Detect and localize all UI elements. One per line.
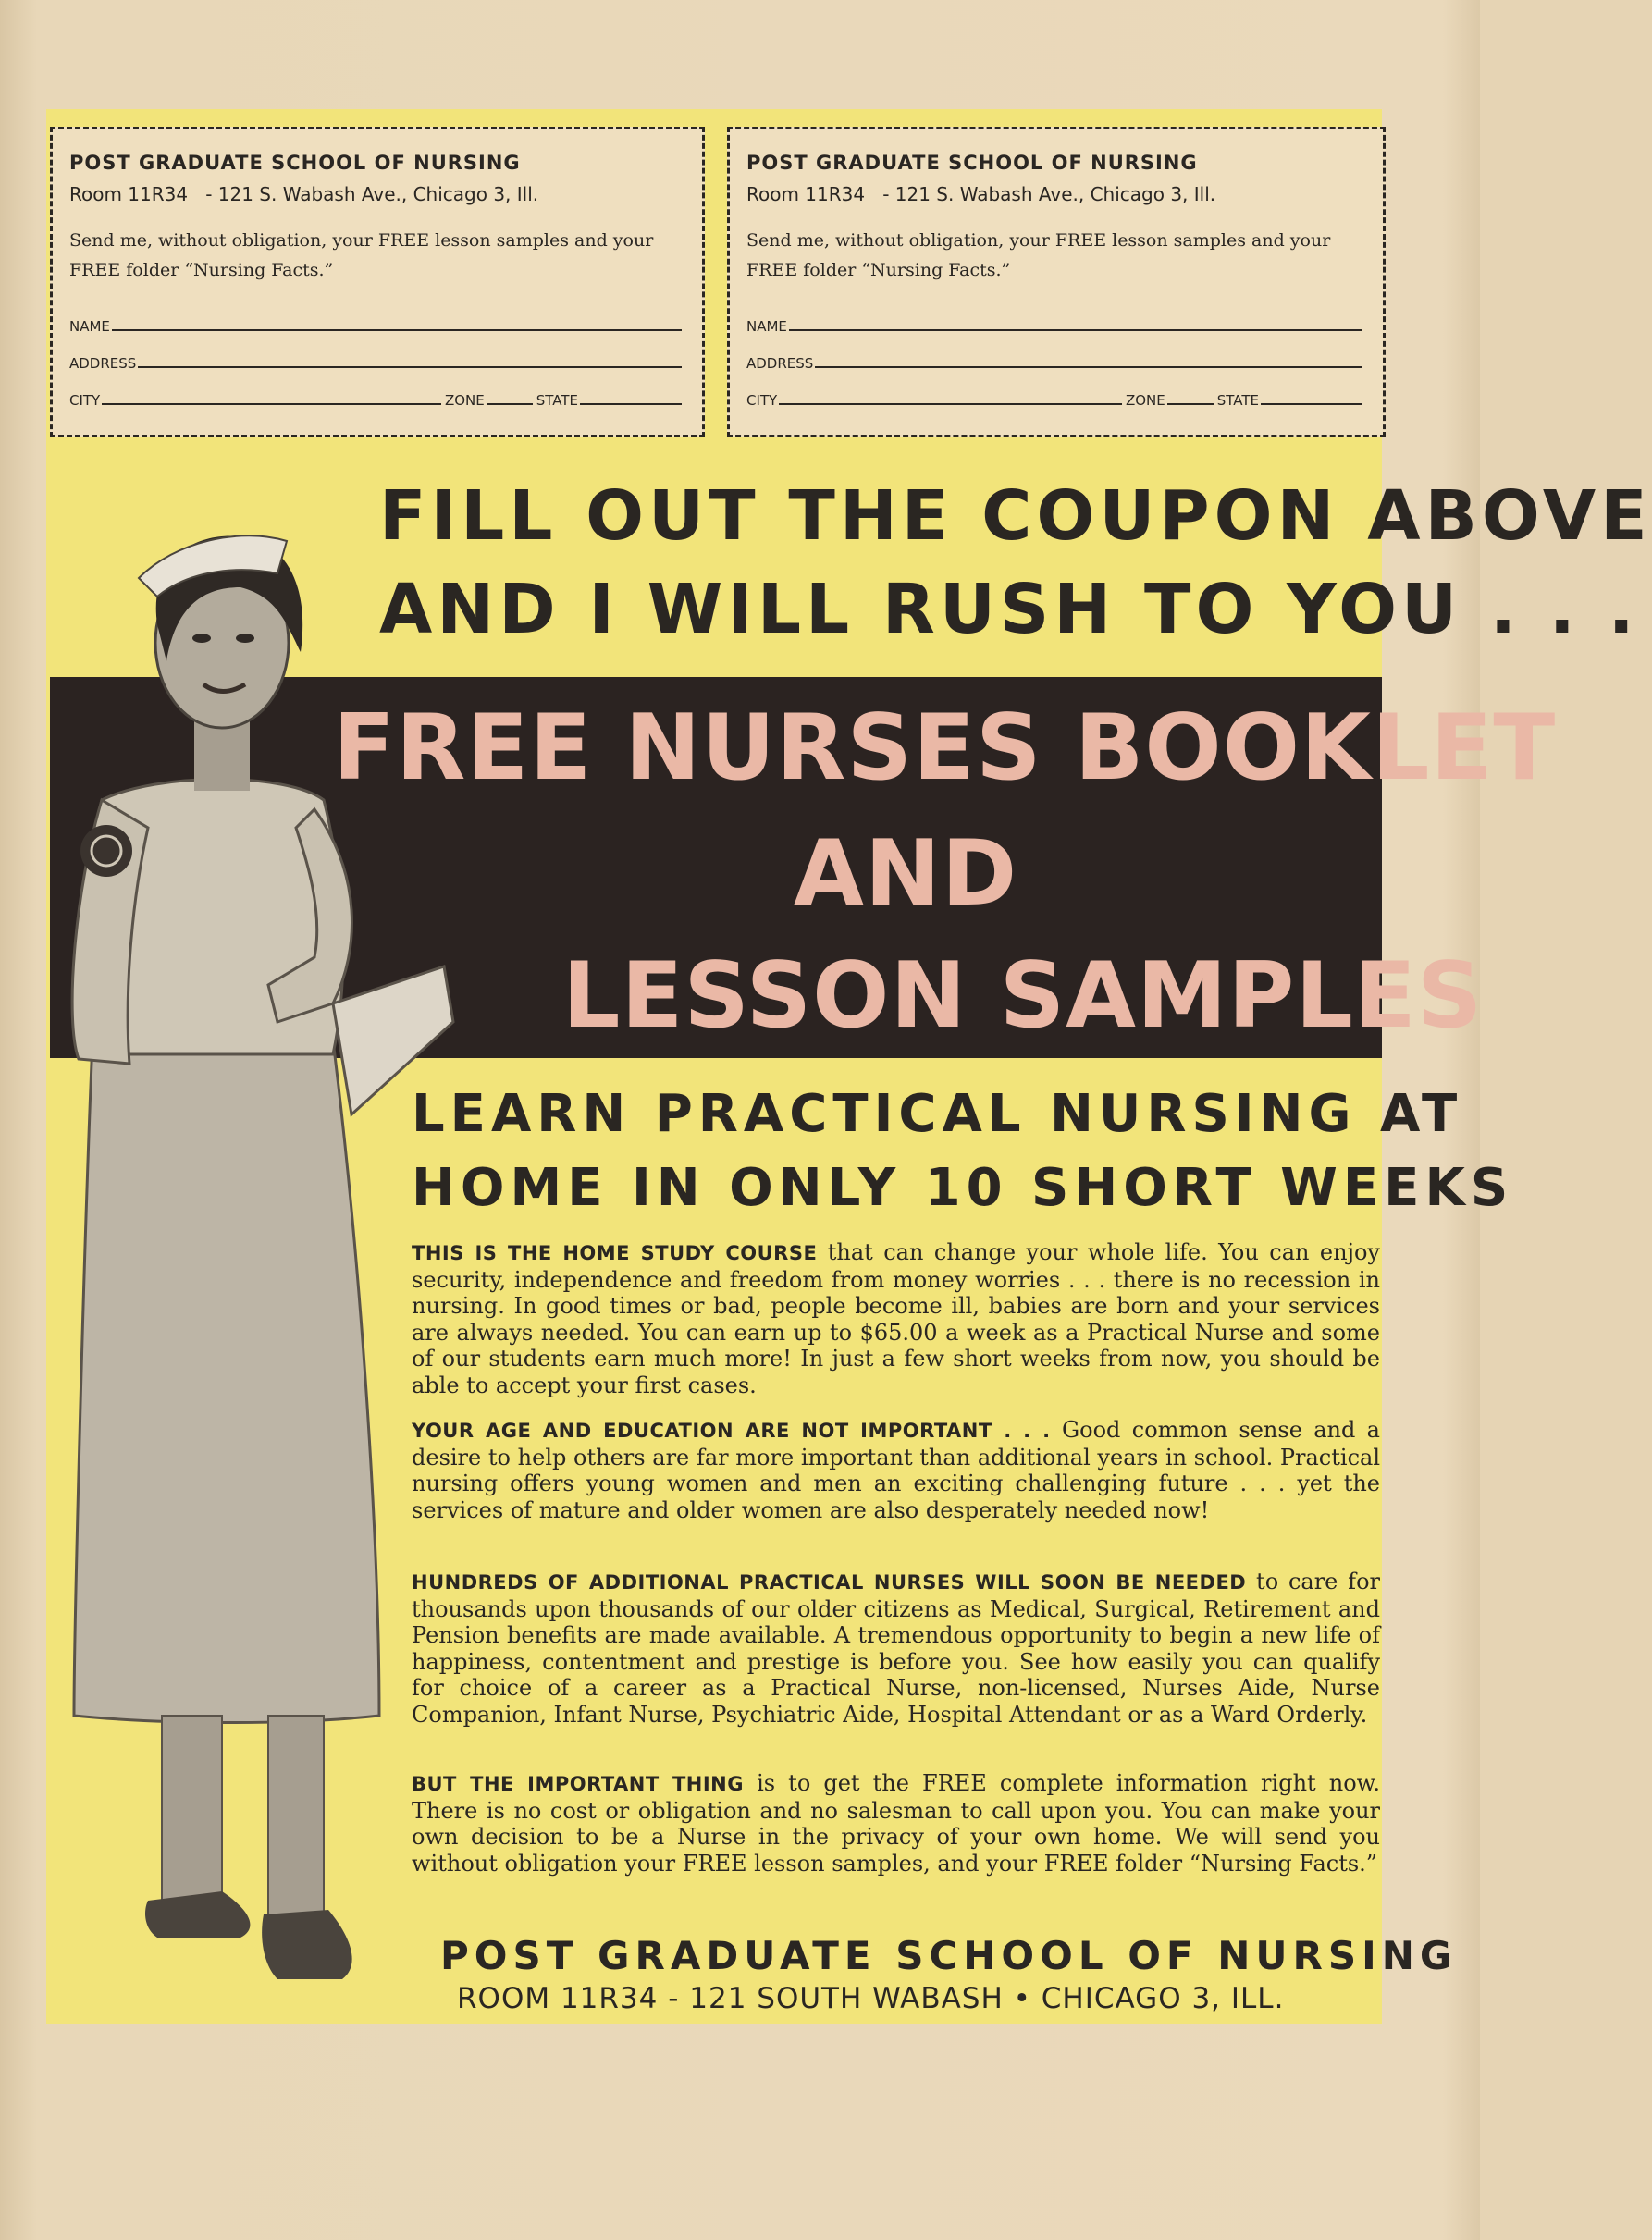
paragraph-2 bbox=[412, 1417, 1380, 1523]
address-rule bbox=[815, 366, 1362, 368]
city-rule bbox=[102, 403, 441, 405]
footer-address: ROOM 11R34 - 121 SOUTH WABASH • CHICAGO 3, ILL. bbox=[457, 1982, 1285, 2015]
zone-label: ZONE bbox=[444, 392, 485, 409]
name-label: NAME bbox=[746, 318, 787, 335]
state-label: STATE bbox=[536, 392, 578, 409]
coupon-address-line bbox=[746, 183, 1366, 205]
coupon-body-text: Send me, without obligation, your FREE lesson samples and your FREE folder “Nursing Facts.” bbox=[746, 230, 1331, 280]
coupon-name-field[interactable] bbox=[69, 298, 685, 335]
address-label: ADDRESS bbox=[69, 355, 137, 372]
paragraph-text: Good common sense and a desire to help others are far more important than additional years in school. Practical nursing offers young women and men an exciting challenging future . . . yet the services of mature and older women are also desperately needed now! bbox=[412, 1417, 1380, 1523]
coupon-room: Room 11R34 bbox=[746, 183, 866, 205]
nurse-illustration bbox=[55, 523, 435, 2012]
coupon-left bbox=[50, 127, 705, 437]
zone-rule bbox=[487, 403, 533, 405]
footer-school-name: POST GRADUATE SCHOOL OF NURSING bbox=[440, 1933, 1458, 1978]
name-rule bbox=[789, 329, 1362, 331]
paragraph-text: is to get the FREE complete information right now. There is no cost or obligation and no salesman to call upon you. You can make your own decision to be a Nurse in the privacy of your own home. We will send you without obligation your FREE lesson samples, and your FREE folder “Nursing Facts.” bbox=[412, 1770, 1380, 1877]
coupon-right bbox=[727, 127, 1386, 437]
coupon-address-line bbox=[69, 183, 685, 205]
paragraph-1 bbox=[412, 1239, 1380, 1398]
state-rule bbox=[1261, 403, 1362, 405]
paragraph-lead: HUNDREDS OF ADDITIONAL PRACTICAL NURSES WILL SOON BE NEEDED bbox=[412, 1571, 1247, 1594]
address-label: ADDRESS bbox=[746, 355, 814, 372]
coupon-school-name: POST GRADUATE SCHOOL OF NURSING bbox=[746, 152, 1198, 174]
headline-line-2: AND I WILL RUSH TO YOU . . . bbox=[379, 570, 1639, 649]
city-rule bbox=[779, 403, 1122, 405]
paragraph-3 bbox=[412, 1569, 1380, 1728]
paragraph-4 bbox=[412, 1770, 1380, 1877]
state-rule bbox=[580, 403, 682, 405]
coupon-address-field[interactable] bbox=[69, 335, 685, 372]
coupon-city-field[interactable] bbox=[746, 372, 1366, 409]
city-label: CITY bbox=[69, 392, 101, 409]
paragraph-text: to care for thousands upon thousands of our older citizens as Medical, Surgical, Retirement and Pension benefits are made available. A tremendous opportunity to begin a new life of happiness, contentment and prestige is before you. See how easily you can qualify for choice of a career as a Practical Nurse, non-licensed, Nurses Aide, Nurse Companion, Infant Nurse, Psychiatric Aide, Hospital Attendant or as a Ward Orderly. bbox=[412, 1569, 1380, 1728]
headline-line-1: FILL OUT THE COUPON ABOVE bbox=[379, 476, 1652, 556]
zone-rule bbox=[1167, 403, 1214, 405]
paragraph-lead: YOUR AGE AND EDUCATION ARE NOT IMPORTANT . . . bbox=[412, 1420, 1051, 1442]
subhead-line-1: LEARN PRACTICAL NURSING AT bbox=[412, 1084, 1463, 1144]
name-label: NAME bbox=[69, 318, 110, 335]
address-rule bbox=[138, 366, 682, 368]
paragraph-text: that can change your whole life. You can enjoy security, independence and freedom from money worries . . . there is no recession in nursing. In good times or bad, people become ill, babies are born and your services are always needed. You can earn up to $65.00 a week as a Practical Nurse and some of our students earn much more! In just a few short weeks from now, you should be able to accept your first cases. bbox=[412, 1239, 1380, 1398]
coupon-city-field[interactable] bbox=[69, 372, 685, 409]
paragraph-lead: BUT THE IMPORTANT THING bbox=[412, 1773, 744, 1795]
banner-line-3: LESSON SAMPLES bbox=[562, 943, 1484, 1049]
banner-line-2: AND bbox=[794, 821, 1018, 927]
coupon-street: - 121 S. Wabash Ave., Chicago 3, Ill. bbox=[205, 183, 539, 205]
coupon-address-field[interactable] bbox=[746, 335, 1366, 372]
zone-label: ZONE bbox=[1125, 392, 1165, 409]
banner-line-1: FREE NURSES BOOKLET bbox=[333, 695, 1557, 801]
subhead-line-2: HOME IN ONLY 10 SHORT WEEKS bbox=[412, 1158, 1514, 1218]
coupon-street: - 121 S. Wabash Ave., Chicago 3, Ill. bbox=[882, 183, 1216, 205]
name-rule bbox=[112, 329, 682, 331]
city-label: CITY bbox=[746, 392, 778, 409]
state-label: STATE bbox=[1216, 392, 1259, 409]
paragraph-lead: THIS IS THE HOME STUDY COURSE bbox=[412, 1242, 818, 1264]
coupon-body-text: Send me, without obligation, your FREE lesson samples and your FREE folder “Nursing Facts.” bbox=[69, 230, 654, 280]
coupon-school-name: POST GRADUATE SCHOOL OF NURSING bbox=[69, 152, 521, 174]
coupon-room: Room 11R34 bbox=[69, 183, 189, 205]
coupon-name-field[interactable] bbox=[746, 298, 1366, 335]
